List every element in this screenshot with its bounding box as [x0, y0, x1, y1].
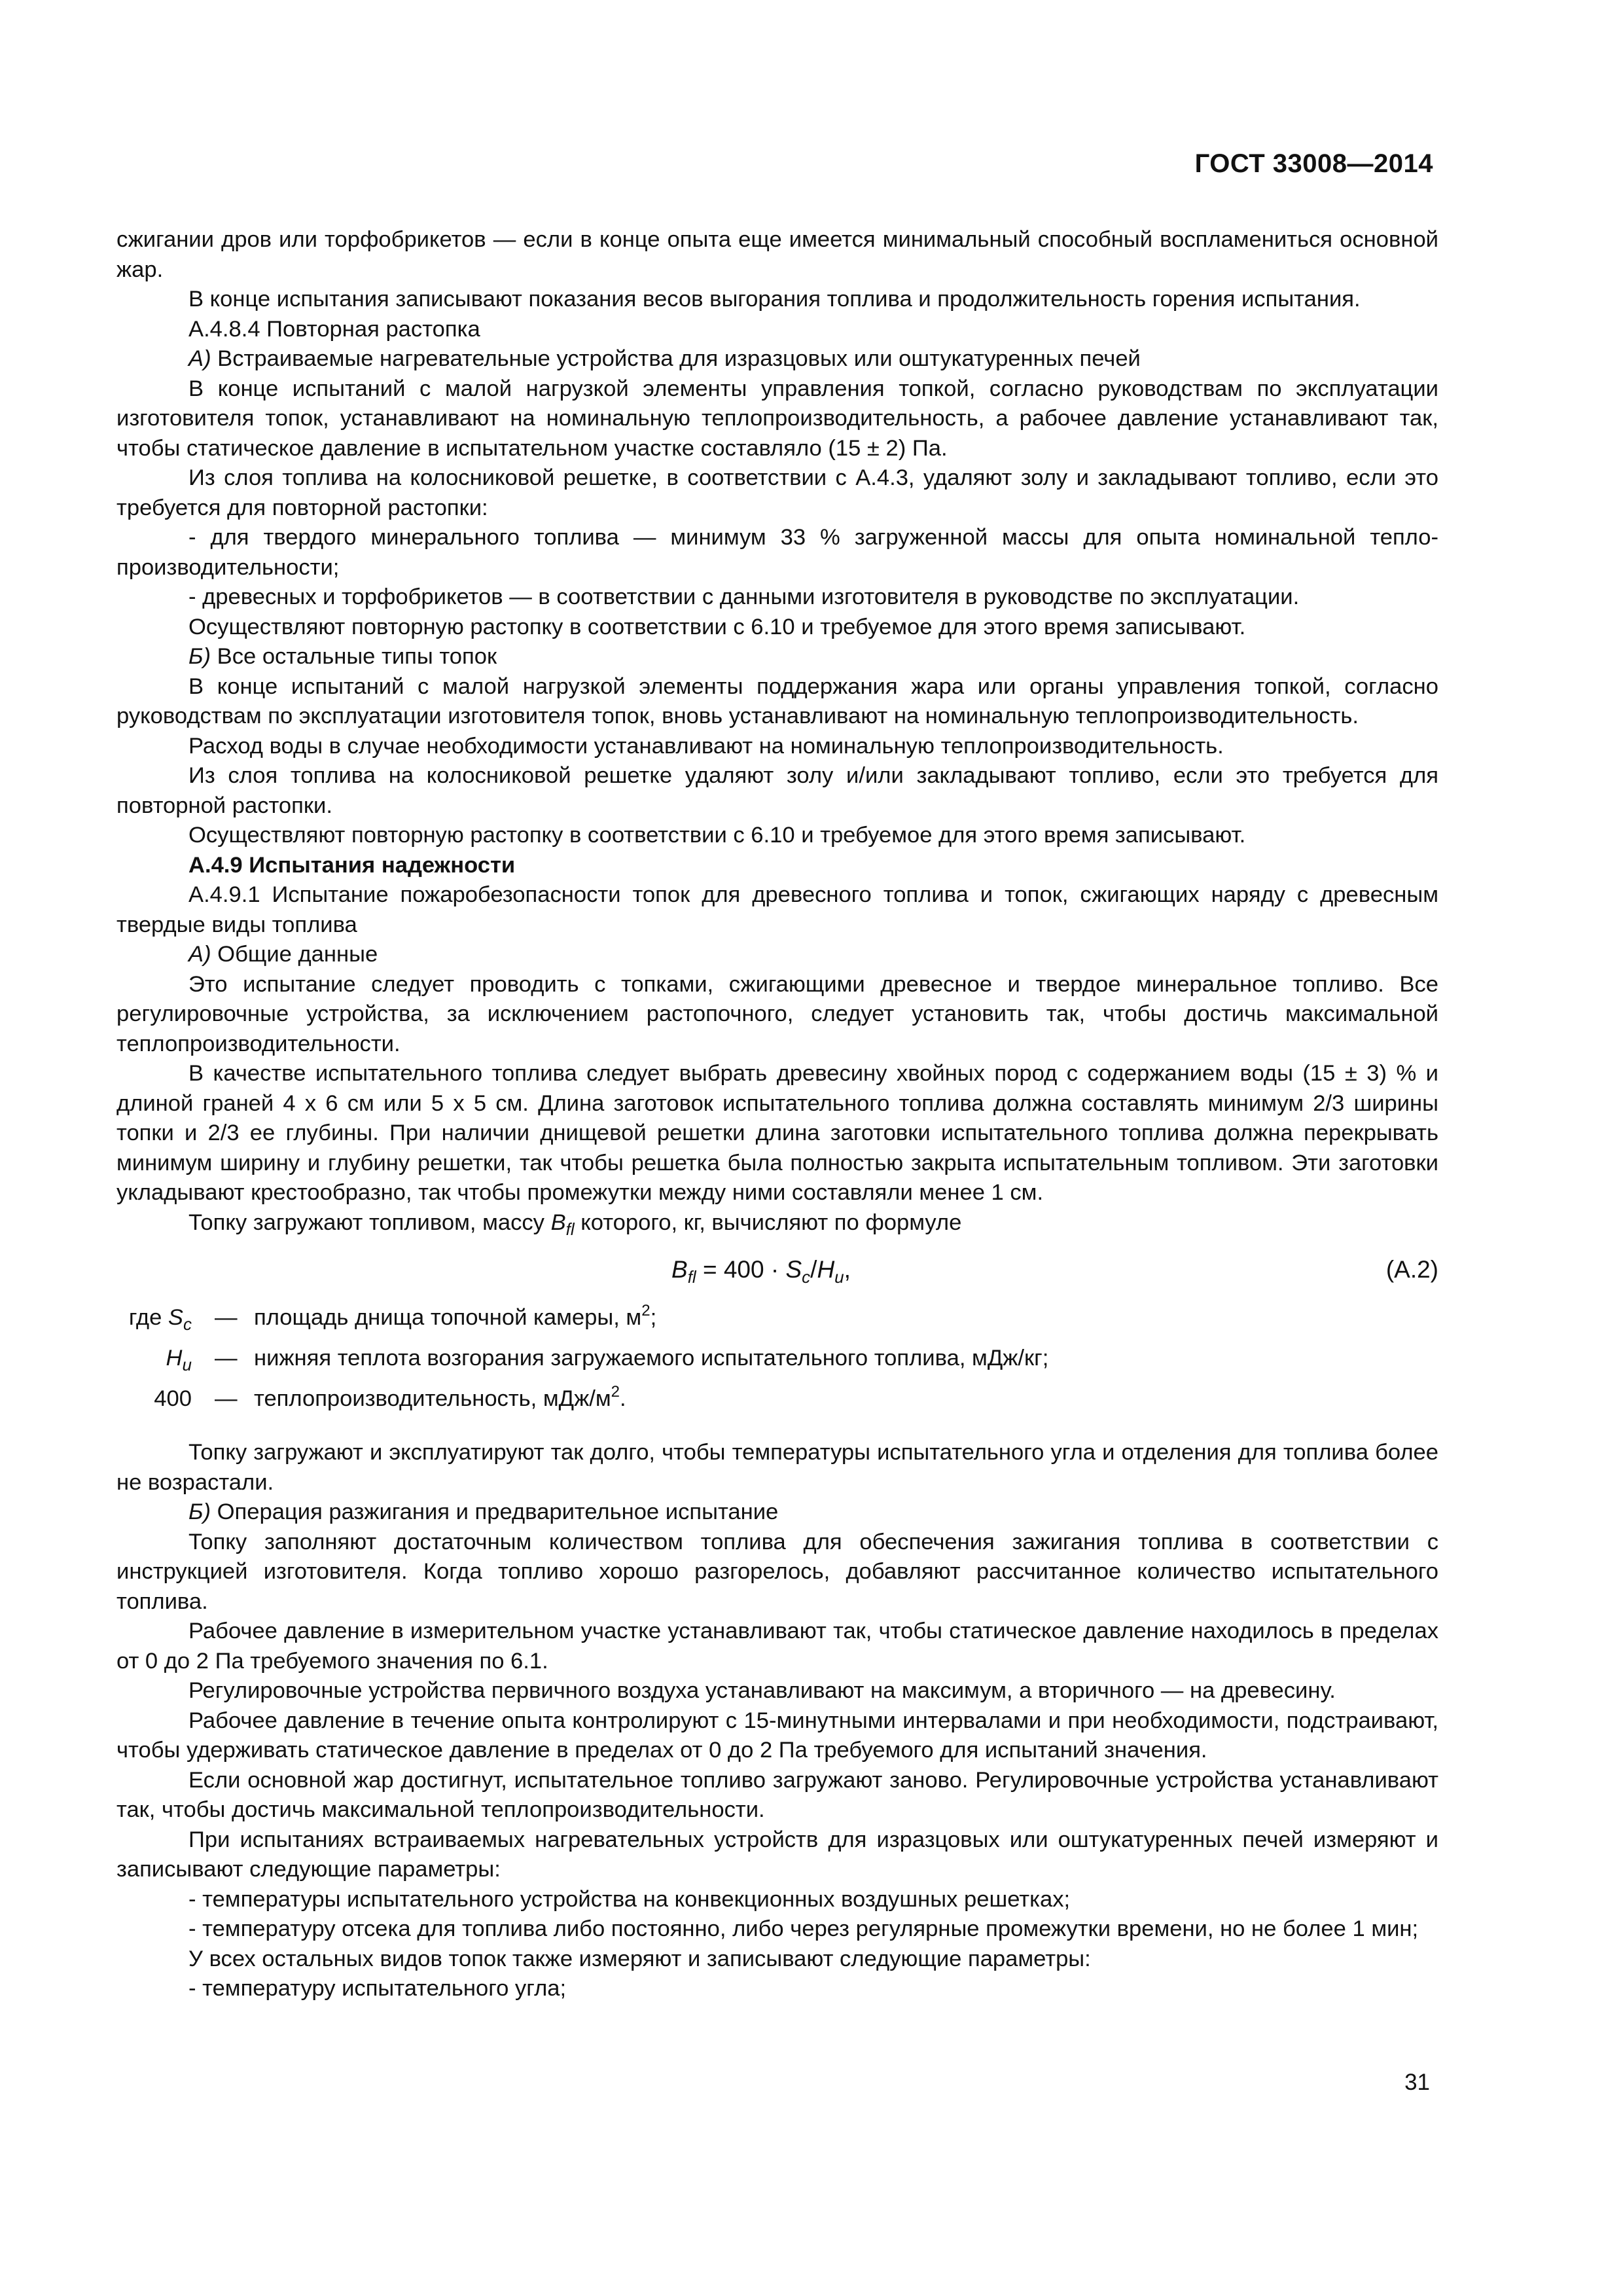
- paragraph-text: При испытаниях встраиваемых нагревательных устройств для изразцовых или оштукатуренных печей измеряют и записывают следующие параметры:: [116, 1827, 1438, 1882]
- where-var: S: [168, 1305, 183, 1330]
- where-var-sub: c: [183, 1314, 192, 1334]
- paragraph-text: Осуществляют повторную растопку в соответствии с 6.10 и требуемое для этого время записывают.: [188, 614, 1246, 639]
- paragraph-text: Из слоя топлива на колосниковой решетке, в соответствии с А.4.3, удаляют золу и закладывают топливо, если это требуется для повторной растопки:: [116, 465, 1438, 520]
- paragraph: [116, 1885, 1438, 1915]
- paragraph-text: В качестве испытательного топлива следует выбрать древесину хвойных пород с содержанием воды (15 ± 3) % и длиной граней 4 х 6 см или 5 х 5 см. Длина заготовок испытательного топлива должна составлять минимум 2/3 ширины топки и 2/3 ее глубины. При наличии днищевой решетки длина заготовки испытательного топлива должна перекрывать минимум ширину и глубину решетки, так чтобы решетка была полностью закрыта испытательным топливом. Эти заготовки укладывают крестообразно, так чтобы промежутки между ними составляли менее 1 см.: [116, 1061, 1438, 1205]
- paragraph-text: Операция разжигания и предварительное испытание: [211, 1499, 779, 1524]
- paragraph: [116, 940, 1438, 970]
- paragraph-text: сжигании дров или торфобрикетов — если в конце опыта еще имеется минимальный способный воспламениться основной жар.: [116, 227, 1438, 282]
- list-label: Б): [188, 1499, 211, 1524]
- list-label: А): [188, 346, 211, 371]
- formula-s-var: S: [785, 1256, 802, 1283]
- paragraph: [116, 1498, 1438, 1528]
- where-definition: [254, 1344, 1048, 1374]
- formula-comma: ,: [844, 1256, 851, 1283]
- where-end: .: [619, 1386, 626, 1411]
- paragraph-text: А.4.8.4 Повторная растопка: [188, 316, 480, 342]
- where-var-sub: u: [182, 1355, 192, 1374]
- where-end: ;: [650, 1305, 657, 1330]
- document-body: [116, 225, 1438, 2004]
- paragraph-text: Топку заполняют достаточным количеством топлива для обеспечения зажигания топлива в соответствии с инструкцией изготовителя. Когда топливо хорошо разгорелось, добавляют рассчитанное количество испытательного топлива.: [116, 1529, 1438, 1614]
- where-symbol: [116, 1344, 192, 1374]
- where-row: [116, 1303, 1438, 1344]
- formula-a2: [116, 1240, 1438, 1299]
- paragraph: [116, 1974, 1438, 2004]
- paragraph-text: - температуры испытательного устройства на конвекционных воздушных решетках;: [188, 1886, 1071, 1912]
- list-label: А): [188, 942, 211, 967]
- paragraph: [116, 1617, 1438, 1676]
- paragraph-text: Если основной жар достигнут, испытательное топливо загружают заново. Регулировочные устройства устанавливают так, чтобы достичь максимальной теплопроизводительности.: [116, 1767, 1438, 1822]
- paragraph-text: Встраиваемые нагревательные устройства для изразцовых или оштукатуренных печей: [211, 346, 1141, 371]
- mass-sentence-after: которого, кг, вычисляют по формуле: [574, 1210, 962, 1235]
- paragraph: [116, 1438, 1438, 1498]
- where-symbol: [116, 1384, 192, 1414]
- where-text: нижняя теплота возгорания загружаемого испытательного топлива, мДж/кг;: [254, 1346, 1049, 1371]
- formula-slash: /: [810, 1256, 817, 1283]
- paragraph: [116, 1528, 1438, 1617]
- paragraph-text: Рабочее давление в течение опыта контролируют с 15-минутными интервалами и при необходимости, подстраивают, чтобы удерживать статическое давление в пределах от 0 до 2 Па требуемого для испытаний значения.: [116, 1708, 1438, 1763]
- where-dash: —: [215, 1305, 238, 1330]
- paragraph-text: Рабочее давление в измерительном участке устанавливают так, чтобы статическое давление находилось в пределах от 0 до 2 Па требуемого значения по 6.1.: [116, 1619, 1438, 1674]
- paragraph: [116, 374, 1438, 464]
- formula-lhs-sub: fl: [687, 1267, 696, 1287]
- where-definition: [254, 1303, 656, 1333]
- paragraph: [116, 1059, 1438, 1208]
- paragraph-text: - температуру испытательного угла;: [188, 1976, 567, 2001]
- paragraph-text: В конце испытаний с малой нагрузкой элементы поддержания жара или органы управления топкой, согласно руководствам по эксплуатации изготовителя топок, вновь устанавливают на номинальную теплопроизводительность.: [116, 673, 1438, 728]
- mass-var: B: [550, 1210, 566, 1235]
- paragraph: [116, 1825, 1438, 1885]
- formula-h-sub: u: [834, 1267, 844, 1287]
- paragraph-text: Все остальные типы топок: [211, 644, 497, 669]
- paragraph-text: А.4.9 Испытания надежности: [188, 852, 516, 878]
- paragraphs-bottom: [116, 1438, 1438, 2004]
- paragraph: [116, 732, 1438, 762]
- paragraph: [116, 613, 1438, 643]
- paragraph-text: Расход воды в случае необходимости устанавливают на номинальную теплопроизводительность.: [188, 733, 1224, 759]
- paragraph-text: А.4.9.1 Испытание пожаробезопасности топок для древесного топлива и топок, сжигающих наряду с древесным твердые виды топлива: [116, 882, 1438, 937]
- page-number: 31: [1404, 2070, 1430, 2095]
- paragraph-text: В конце испытания записывают показания весов выгорания топлива и продолжительность горения испытания.: [188, 287, 1361, 312]
- paragraph: [116, 761, 1438, 821]
- paragraph: [116, 225, 1438, 285]
- where-prefix: 400: [154, 1386, 192, 1411]
- formula-middle: = 400 ·: [696, 1256, 786, 1283]
- mass-var-sub: fl: [565, 1219, 575, 1239]
- paragraph: [116, 970, 1438, 1060]
- where-text: теплопроизводительность, мДж/м: [254, 1386, 611, 1411]
- where-definition: [254, 1384, 626, 1414]
- where-prefix: где: [128, 1305, 168, 1330]
- document-header: ГОСТ 33008—2014: [1194, 149, 1433, 178]
- where-list: [116, 1303, 1438, 1425]
- paragraph: [116, 642, 1438, 672]
- paragraph: [116, 285, 1438, 315]
- paragraph: [116, 1706, 1438, 1766]
- paragraph: [116, 1766, 1438, 1825]
- paragraph-text: - для твердого минерального топлива — минимум 33 % загруженной массы для опыта номинальной теплопроизводительности;: [116, 525, 1438, 580]
- paragraph-text: У всех остальных видов топок также измеряют и записывают следующие параметры:: [188, 1946, 1091, 1971]
- paragraph-text: Из слоя топлива на колосниковой решетке удаляют золу и/или закладывают топливо, если это требуется для повторной растопки.: [116, 763, 1438, 818]
- paragraph: [116, 1914, 1438, 1945]
- where-row: [116, 1344, 1438, 1384]
- paragraph-text: Топку загружают и эксплуатируют так долго, чтобы температуры испытательного угла и отделения для топлива более не возрастали.: [116, 1440, 1438, 1495]
- paragraph: [116, 821, 1438, 851]
- where-symbol: [116, 1303, 192, 1333]
- paragraph: [116, 523, 1438, 583]
- paragraph-text: Осуществляют повторную растопку в соответствии с 6.10 и требуемое для этого время записывают.: [188, 823, 1246, 848]
- formula-s-sub: c: [802, 1267, 811, 1287]
- paragraph-text: Это испытание следует проводить с топками, сжигающими древесное и твердое минеральное топливо. Все регулировочные устройства, за исключением растопочного, следует установить так, чтобы достичь максимальной теплопроизводительности.: [116, 971, 1438, 1056]
- paragraph-text: - температуру отсека для топлива либо постоянно, либо через регулярные промежутки времени, но не более 1 мин;: [188, 1916, 1419, 1941]
- paragraph-text: Регулировочные устройства первичного воздуха устанавливают на максимум, а вторичного — на древесину.: [188, 1678, 1336, 1703]
- paragraph: [116, 315, 1438, 345]
- mass-sentence: [116, 1208, 1438, 1238]
- paragraphs-top: [116, 225, 1438, 1208]
- paragraph: [116, 1676, 1438, 1706]
- where-text: площадь днища топочной камеры, м: [254, 1305, 642, 1330]
- formula-expression: [671, 1255, 851, 1285]
- where-row: [116, 1384, 1438, 1425]
- where-var: H: [166, 1346, 183, 1371]
- paragraph: [116, 344, 1438, 374]
- paragraph-text: В конце испытаний с малой нагрузкой элементы управления топкой, согласно руководствам по эксплуатации изготовителя топок, устанавливают на номинальную теплопроизводительность, а рабочее давление устанавливают так, чтобы статическое давление в испытательном участке составляло (15 ± 2) Па.: [116, 376, 1438, 461]
- paragraph-text: Общие данные: [211, 942, 378, 967]
- paragraph: [116, 672, 1438, 732]
- paragraph: [116, 851, 1438, 881]
- formula-number: (А.2): [1385, 1256, 1438, 1283]
- paragraph: [116, 583, 1438, 613]
- paragraph: [116, 1945, 1438, 1975]
- where-sup: 2: [611, 1383, 620, 1401]
- where-sup: 2: [641, 1302, 651, 1319]
- formula-lhs-var: B: [671, 1256, 688, 1283]
- formula-h-var: H: [817, 1256, 835, 1283]
- where-dash: —: [215, 1386, 238, 1411]
- paragraph: [116, 880, 1438, 940]
- list-label: Б): [188, 644, 211, 669]
- mass-sentence-before: Топку загружают топливом, массу: [188, 1210, 551, 1235]
- paragraph: [116, 463, 1438, 523]
- where-dash: —: [215, 1346, 238, 1371]
- paragraph-text: - древесных и торфобрикетов — в соответствии с данными изготовителя в руководстве по эксплуатации.: [188, 584, 1300, 609]
